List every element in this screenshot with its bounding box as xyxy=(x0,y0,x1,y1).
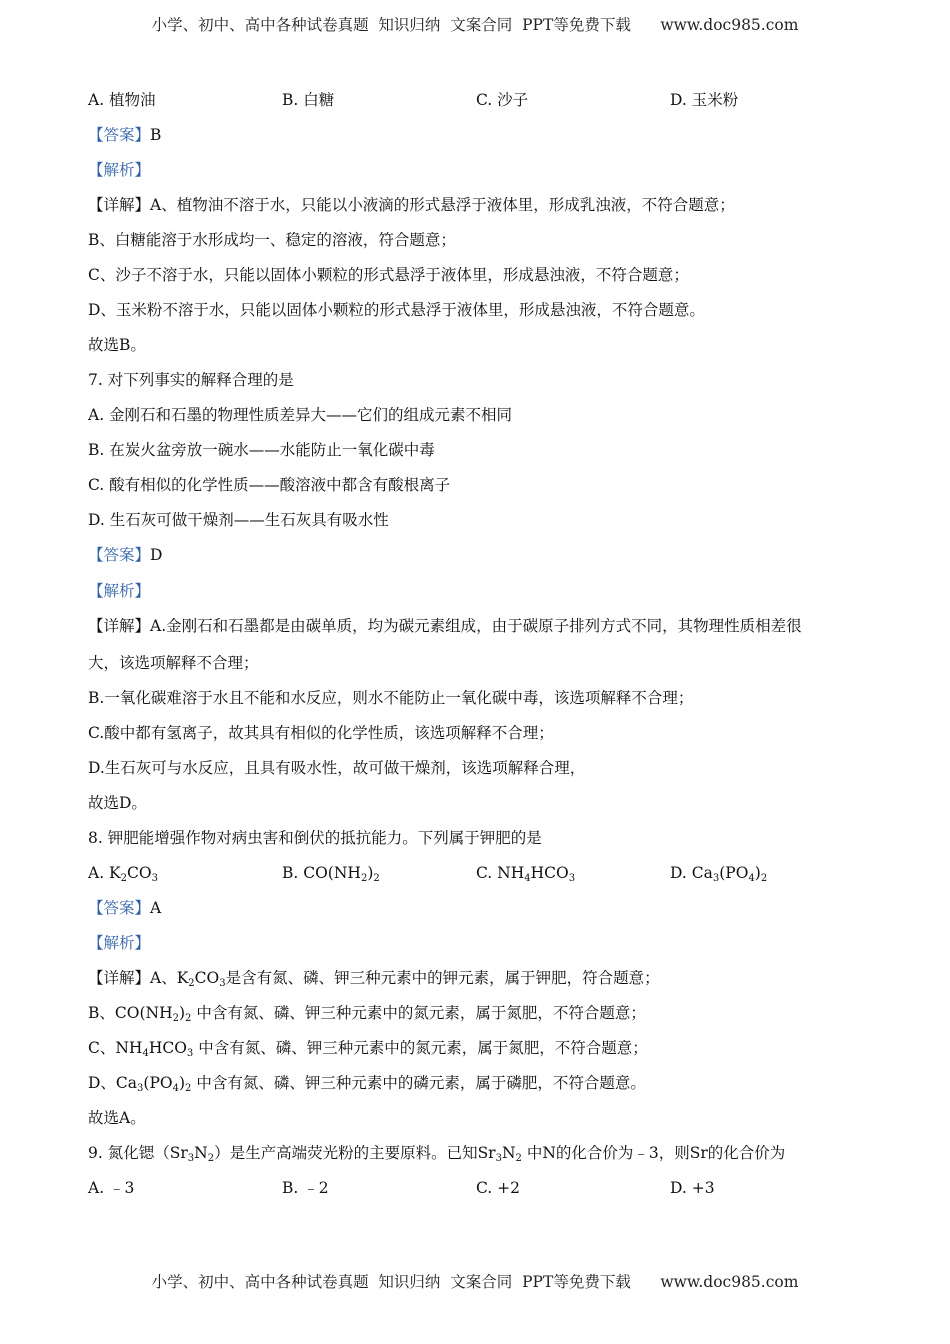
answer-label: 【答案】 xyxy=(88,899,151,917)
q8-detail-line: D、$Ca_3(PO_4)_2$ 中含有氮、磷、钾三种元素中的磷元素，属于磷肥，不符合题意。 xyxy=(88,1074,646,1094)
q8-option-d: D. $Ca_3(PO_4)_2$ xyxy=(670,864,768,884)
q6-detail-line: C、沙子不溶于水，只能以固体小颗粒的形式悬浮于液体里，形成悬浊液，不符合题意； xyxy=(88,266,689,284)
q6-detail-line: B、白糖能溶于水形成均一、稳定的溶液，符合题意； xyxy=(88,231,456,249)
q6-answer xyxy=(88,125,161,145)
q9-option-d: D. +3 xyxy=(670,1179,715,1197)
detail-text: A.金刚石和石墨都是由碳单质，均为碳元素组成，由于碳原子排列方式不同，其物理性质相差很 xyxy=(150,617,802,635)
q8-analysis-label: 【解析】 xyxy=(88,934,151,952)
q6-analysis-label: 【解析】 xyxy=(88,161,151,179)
q8-answer xyxy=(88,898,161,918)
q7-detail-line xyxy=(88,616,802,636)
detail-label: 【详解】 xyxy=(88,969,151,987)
q6-option-c: C. 沙子 xyxy=(476,91,529,109)
q7-stem: 7. 对下列事实的解释合理的是 xyxy=(88,371,294,389)
detail-label: 【详解】 xyxy=(88,196,151,214)
q7-detail-line: B.一氧化碳难溶于水且不能和水反应，则水不能防止一氧化碳中毒，该选项解释不合理； xyxy=(88,689,694,707)
answer-label: 【答案】 xyxy=(88,546,151,564)
q7-answer xyxy=(88,545,162,565)
q7-option-b: B. 在炭火盆旁放一碗水——水能防止一氧化碳中毒 xyxy=(88,441,435,459)
q8-option-b: B. $CO(NH_2)_2$ xyxy=(282,864,380,884)
q8-conclusion: 故选A。 xyxy=(88,1109,146,1127)
answer-value: D xyxy=(150,546,163,564)
q8-option-a: A. $K_2CO_3$ xyxy=(88,864,158,884)
answer-value: A xyxy=(150,899,162,917)
q8-detail-line: B、$CO(NH_2)_2$ 中含有氮、磷、钾三种元素中的氮元素，属于氮肥，不符合题意； xyxy=(88,1004,646,1024)
q7-detail-line: D.生石灰可与水反应，且具有吸水性，故可做干燥剂，该选项解释合理， xyxy=(88,759,586,777)
q7-conclusion: 故选D。 xyxy=(88,794,147,812)
answer-value: B xyxy=(150,126,162,144)
q7-option-d: D. 生石灰可做干燥剂——生石灰具有吸水性 xyxy=(88,511,389,529)
q6-option-d: D. 玉米粉 xyxy=(670,91,739,109)
q8-detail-line: C、$NH_4HCO_3$ 中含有氮、磷、钾三种元素中的氮元素，属于氮肥，不符合题意； xyxy=(88,1039,648,1059)
detail-text: A、植物油不溶于水，只能以小液滴的形式悬浮于液体里，形成乳浊液，不符合题意； xyxy=(150,196,735,214)
q6-detail-line xyxy=(88,195,735,215)
q7-option-c: C. 酸有相似的化学性质——酸溶液中都含有酸根离子 xyxy=(88,476,451,494)
q7-analysis-label: 【解析】 xyxy=(88,582,151,600)
q8-option-c: C. $NH_4HCO_3$ xyxy=(476,864,576,884)
q9-option-c: C. +2 xyxy=(476,1179,521,1197)
q9-option-a: A. ﹣3 xyxy=(88,1179,135,1197)
q6-detail-line: D、玉米粉不溶于水，只能以固体小颗粒的形式悬浮于液体里，形成悬浊液，不符合题意。 xyxy=(88,301,705,319)
detail-label: 【详解】 xyxy=(88,617,151,635)
q6-option-b: B. 白糖 xyxy=(282,91,335,109)
q6-conclusion: 故选B。 xyxy=(88,336,146,354)
page-footer: 小学、初中、高中各种试卷真题 知识归纳 文案合同 PPT等免费下载 www.doc985.com xyxy=(151,1273,799,1291)
q9-option-b: B. ﹣2 xyxy=(282,1179,329,1197)
page-header: 小学、初中、高中各种试卷真题 知识归纳 文案合同 PPT等免费下载 www.doc985.com xyxy=(151,16,799,34)
q6-option-a: A. 植物油 xyxy=(88,91,156,109)
q9-stem: 9. 氮化锶$(Sr_3N_2)$是生产高端荧光粉的主要原料。已知$Sr_3N_2$ 中N的化合价为﹣3，则Sr的化合价为 xyxy=(88,1144,786,1164)
q8-stem: 8. 钾肥能增强作物对病虫害和倒伏的抵抗能力。下列属于钾肥的是 xyxy=(88,829,542,847)
q8-detail-line: 【详解】A、$K_2CO_3$是含有氮、磷、钾三种元素中的钾元素，属于钾肥，符合题意； xyxy=(88,969,660,989)
q7-detail-line: 大，该选项解释不合理； xyxy=(88,654,259,672)
q7-option-a: A. 金刚石和石墨的物理性质差异大——它们的组成元素不相同 xyxy=(88,406,513,424)
answer-label: 【答案】 xyxy=(88,126,151,144)
q7-detail-line: C.酸中都有氢离子，故其具有相似的化学性质，该选项解释不合理； xyxy=(88,724,554,742)
